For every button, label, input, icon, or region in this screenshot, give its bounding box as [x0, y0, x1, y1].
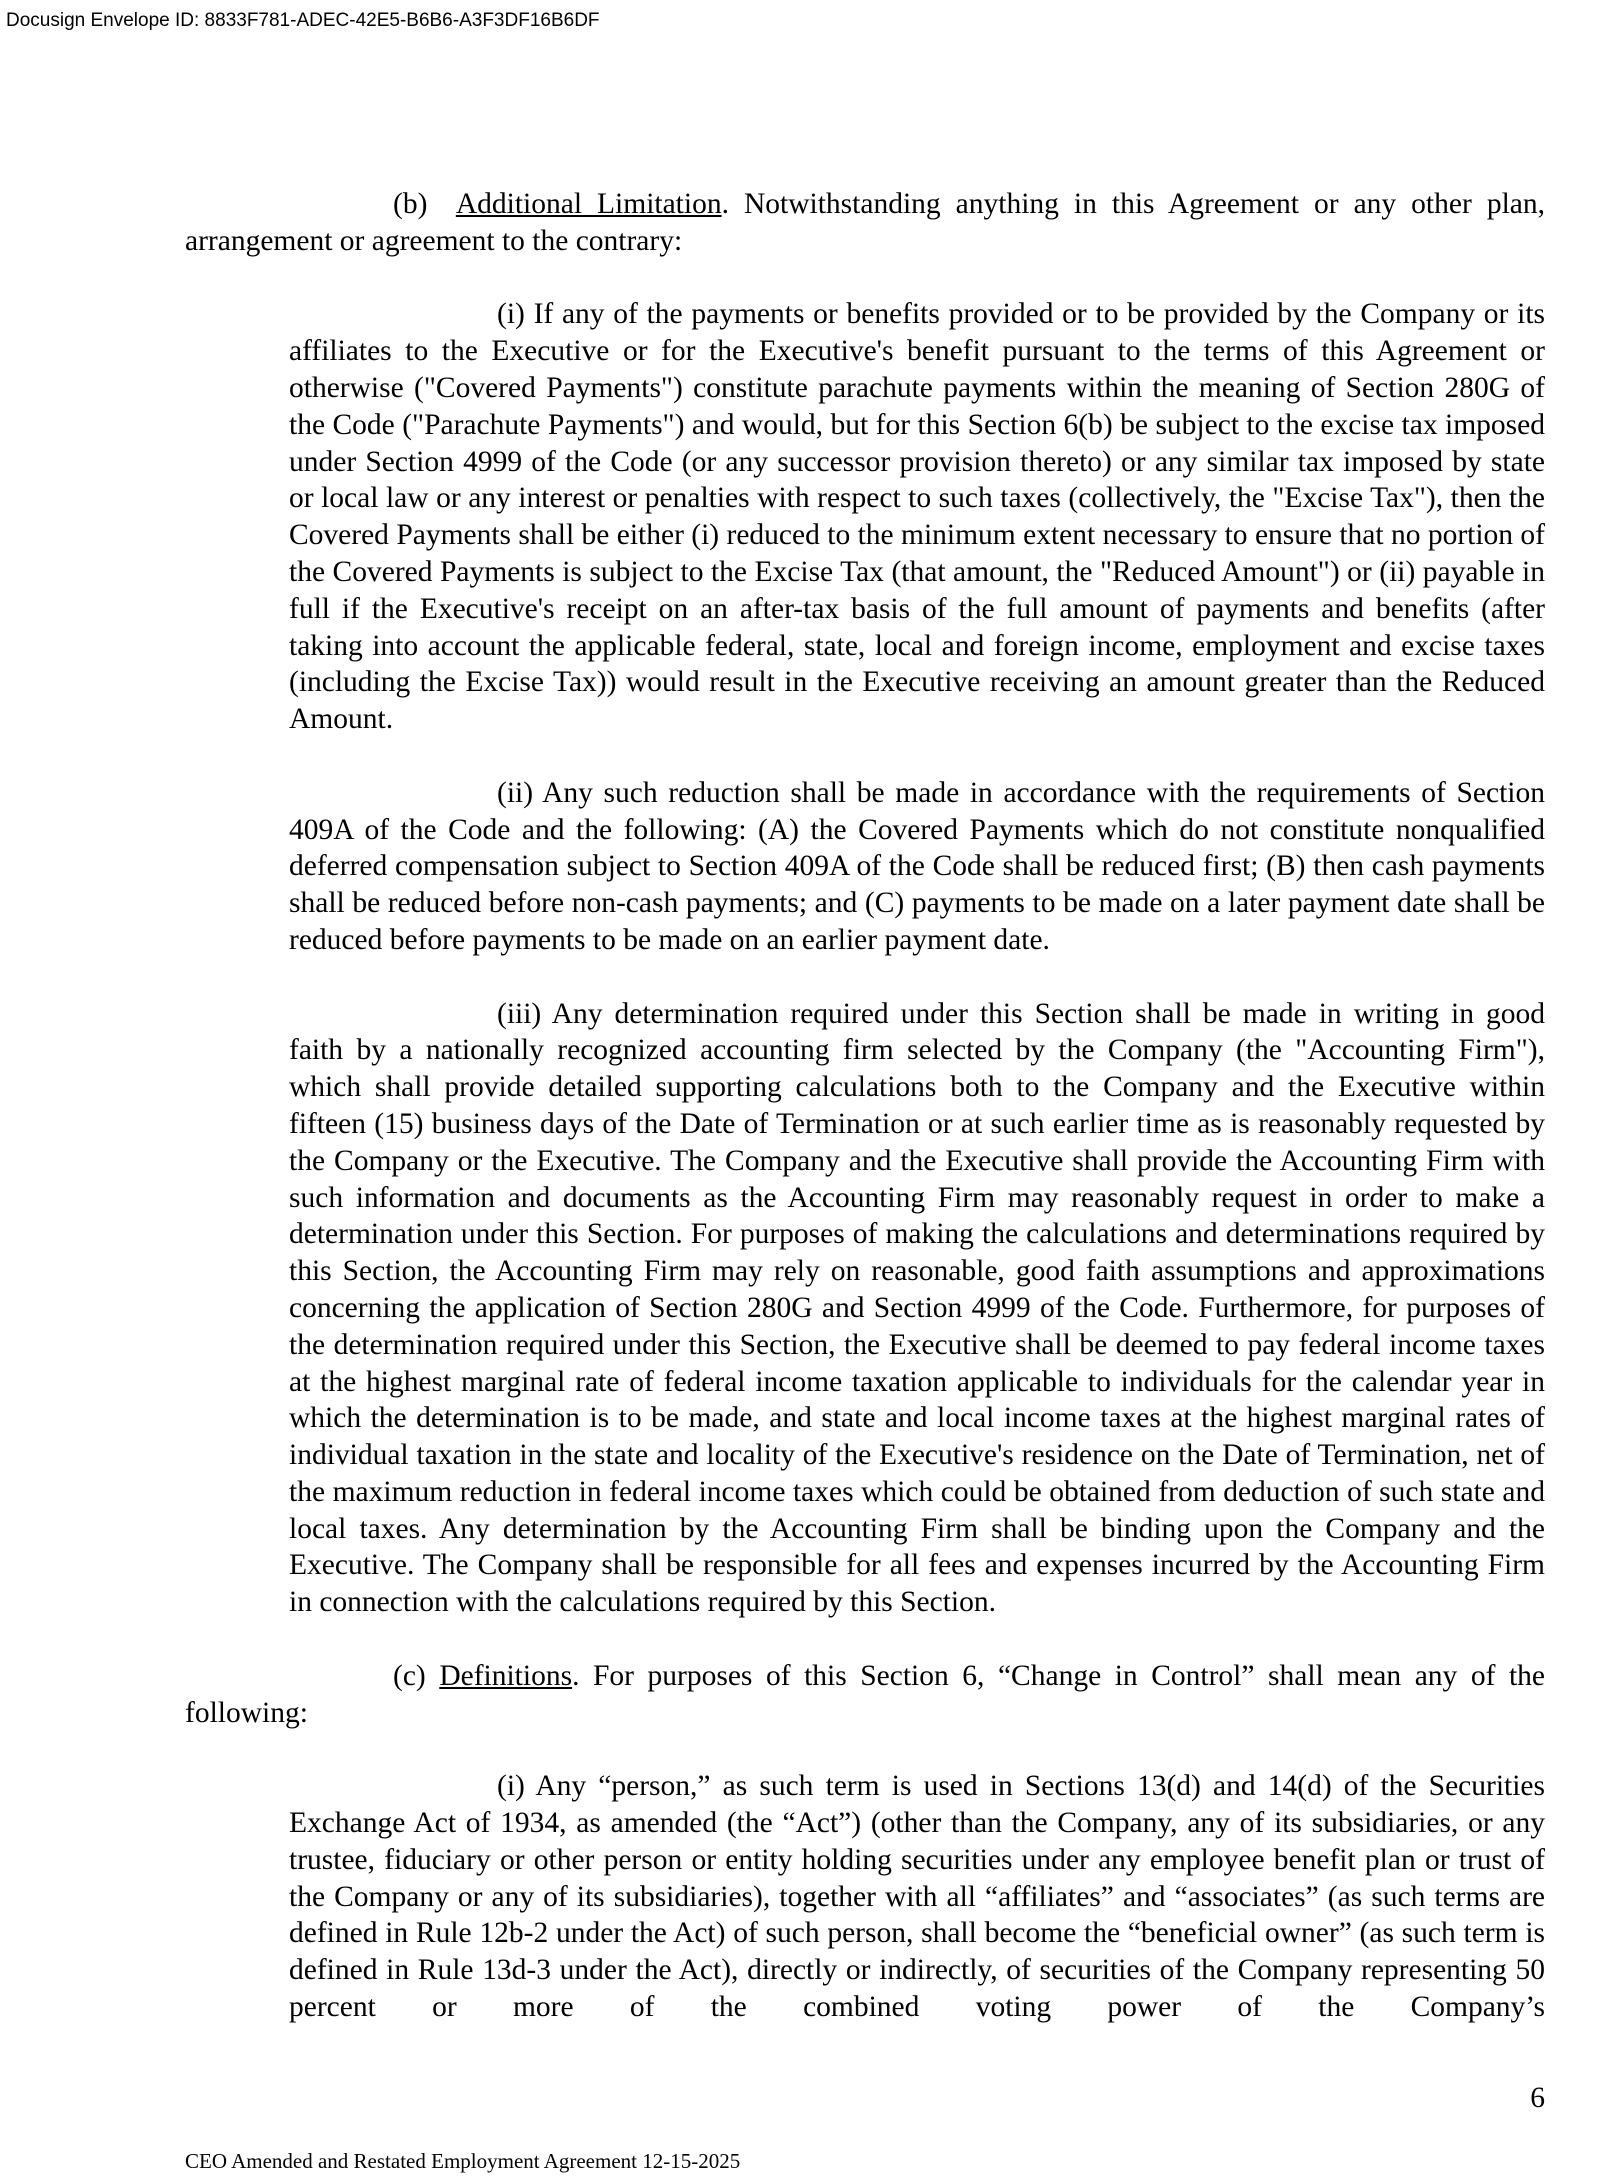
section-b-text: . Notwithstanding anything in this Agreement or any other plan, arrangement or agreement to the contrary:: [185, 188, 1545, 257]
section-b-ii-paragraph: (ii) Any such reduction shall be made in accordance with the requirements of Section 409A of the Code and the following: (A) the Covered Payments which do not constitute nonqualified deferred compensation subject to Section 409A of the Code shall be reduced first; (B) then cash payments shall be reduced before non-cash payments; and (C) payments to be made on a later payment date shall be reduced before payments to be made on an earlier payment date.: [289, 776, 1545, 956]
section-c-text: . For purposes of this Section 6, “Change in Control” shall mean any of the following:: [185, 1659, 1546, 1729]
section-c-paragraph: [185, 1658, 1545, 1732]
section-b-iii-paragraph: (iii) Any determination required under this Section shall be made in writing in good faith by a nationally recognized accounting firm selected by the Company (the "Accounting Firm"), which shall provide detailed supporting calculations both to the Company and the Executive within fifteen (15) business days of the Date of Termination or at such earlier time as is reasonably requested by the Company or the Executive. The Company and the Executive shall provide the Accounting Firm with such information and documents as the Accounting Firm may reasonably request in order to make a determination under this Section. For purposes of making the calculations and determinations required by this Section, the Accounting Firm may rely on reasonable, good faith assumptions and approximations concerning the application of Section 280G and Section 4999 of the Code. Furthermore, for purposes of the determination required under this Section, the Executive shall be deemed to pay federal income taxes at the highest marginal rate of federal income taxation applicable to individuals for the calendar year in which the determination is to be made, and state and local income taxes at the highest marginal rates of individual taxation in the state and locality of the Executive's residence on the Date of Termination, net of the maximum reduction in federal income taxes which could be obtained from deduction of such state and local taxes. Any determination by the Accounting Firm shall be binding upon the Company and the Executive. The Company shall be responsible for all fees and expenses incurred by the Accounting Firm in connection with the calculations required by this Section.: [289, 997, 1545, 1619]
section-c-label: (c): [393, 1659, 426, 1692]
page-number: 6: [1530, 2082, 1545, 2114]
section-b-label: (b): [393, 188, 428, 220]
section-b-paragraph: [185, 186, 1545, 260]
envelope-id-header: Docusign Envelope ID: 8833F781-ADEC-42E5-B6B6-A3F3DF16B6DF: [6, 10, 600, 31]
section-c-heading: Definitions: [439, 1659, 573, 1692]
section-b-heading: Additional Limitation: [455, 188, 722, 220]
document-footer: CEO Amended and Restated Employment Agreement 12-15-2025: [185, 2149, 741, 2173]
section-c-i-paragraph: (i) Any “person,” as such term is used in Sections 13(d) and 14(d) of the Securities Exchange Act of 1934, as amended (the “Act”) (other than the Company, any of its subsidiaries, or any trustee, fiduciary or other person or entity holding securities under any employee benefit plan or trust of the Company or any of its subsidiaries), together with all “affiliates” and “associates” (as such terms are defined in Rule 12b-2 under the Act) of such person, shall become the “beneficial owner” (as such term is defined in Rule 13d-3 under the Act), directly or indirectly, of securities of the Company representing 50 percent or more of the combined voting power of the Company’s: [289, 1770, 1545, 2024]
section-b-i-paragraph: (i) If any of the payments or benefits provided or to be provided by the Company or its affiliates to the Executive or for the Executive's benefit pursuant to the terms of this Agreement or otherwise ("Covered Payments") constitute parachute payments within the meaning of Section 280G of the Code ("Parachute Payments") and would, but for this Section 6(b) be subject to the excise tax imposed under Section 4999 of the Code (or any successor provision thereto) or any similar tax imposed by state or local law or any interest or penalties with respect to such taxes (collectively, the "Excise Tax"), then the Covered Payments shall be either (i) reduced to the minimum extent necessary to ensure that no portion of the Covered Payments is subject to the Excise Tax (that amount, the "Reduced Amount") or (ii) payable in full if the Executive's receipt on an after-tax basis of the full amount of payments and benefits (after taking into account the applicable federal, state, local and foreign income, employment and excise taxes (including the Excise Tax)) would result in the Executive receiving an amount greater than the Reduced Amount.: [289, 298, 1545, 736]
document-body: [185, 186, 1545, 2026]
